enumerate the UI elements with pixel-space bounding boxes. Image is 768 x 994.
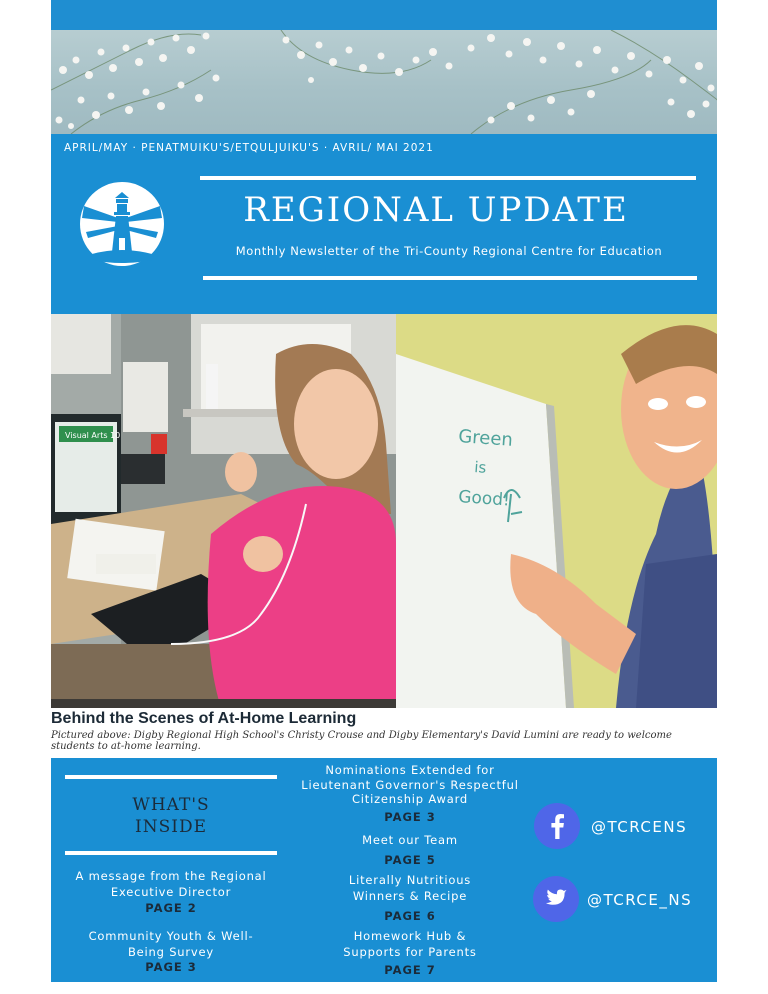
toc-item-nominations[interactable]: Nominations Extended for Lieutenant Governor's Respectful Citizenship Award (301, 763, 519, 806)
svg-text:Green: Green (457, 426, 514, 451)
newsletter-title: REGIONAL UPDATE (243, 190, 629, 230)
photo-david-lumini (396, 314, 717, 708)
flower-banner-image (51, 30, 717, 134)
monitor-label: Visual Arts 10 (65, 431, 121, 440)
photo-christy-crouse (51, 314, 396, 708)
newsletter-subtitle: Monthly Newsletter of the Tri-County Regional Centre for Education (235, 244, 663, 258)
svg-text:is: is (473, 458, 487, 477)
whats-inside-rule-bottom (65, 851, 277, 855)
issue-date: APRIL/MAY · PENATMUIKU'S/ETQULJUIKU'S · AVRIL/ MAI 2021 (64, 142, 434, 154)
header-rule-top (200, 176, 696, 180)
header-rule-bottom (203, 276, 697, 280)
feature-title: Behind the Scenes of At-Home Learning (51, 710, 357, 727)
toc-item-team[interactable]: Meet our Team (362, 833, 458, 847)
twitter-icon[interactable] (533, 876, 579, 922)
toc-item-survey[interactable]: Community Youth & Well- Being Survey (88, 929, 254, 959)
toc-item-nutritious[interactable]: Literally Nutritious Winners & Recipe (348, 873, 472, 903)
facebook-handle[interactable]: @TCRCENS (591, 818, 688, 836)
whats-inside-section (51, 758, 717, 982)
feature-caption: Pictured above: Digby Regional High School's Christy Crouse and Digby Elementary's David Lumini are ready to welcome students to at-home learning. (51, 730, 672, 752)
toc-page-nominations: PAGE 3 (384, 810, 436, 824)
facebook-icon[interactable] (534, 803, 580, 849)
whats-inside-title-line1: WHAT'S (132, 795, 210, 815)
toc-page-homework: PAGE 7 (384, 963, 436, 977)
svg-text:Good!: Good! (457, 487, 511, 511)
toc-item-message[interactable]: A message from the Regional Executive Director (75, 869, 267, 899)
lighthouse-logo-icon (78, 180, 166, 268)
toc-page-message: PAGE 2 (145, 901, 197, 915)
whats-inside-title-line2: INSIDE (135, 817, 207, 837)
toc-item-homework[interactable]: Homework Hub & Supports for Parents (343, 929, 477, 959)
whats-inside-rule-top (65, 775, 277, 779)
whats-inside-title (113, 794, 229, 838)
toc-page-survey: PAGE 3 (145, 960, 197, 974)
top-color-band (51, 0, 717, 30)
newsletter-header (51, 134, 717, 314)
toc-page-team: PAGE 5 (384, 853, 436, 867)
toc-page-nutritious: PAGE 6 (384, 909, 436, 923)
twitter-handle[interactable]: @TCRCE_NS (587, 891, 693, 909)
